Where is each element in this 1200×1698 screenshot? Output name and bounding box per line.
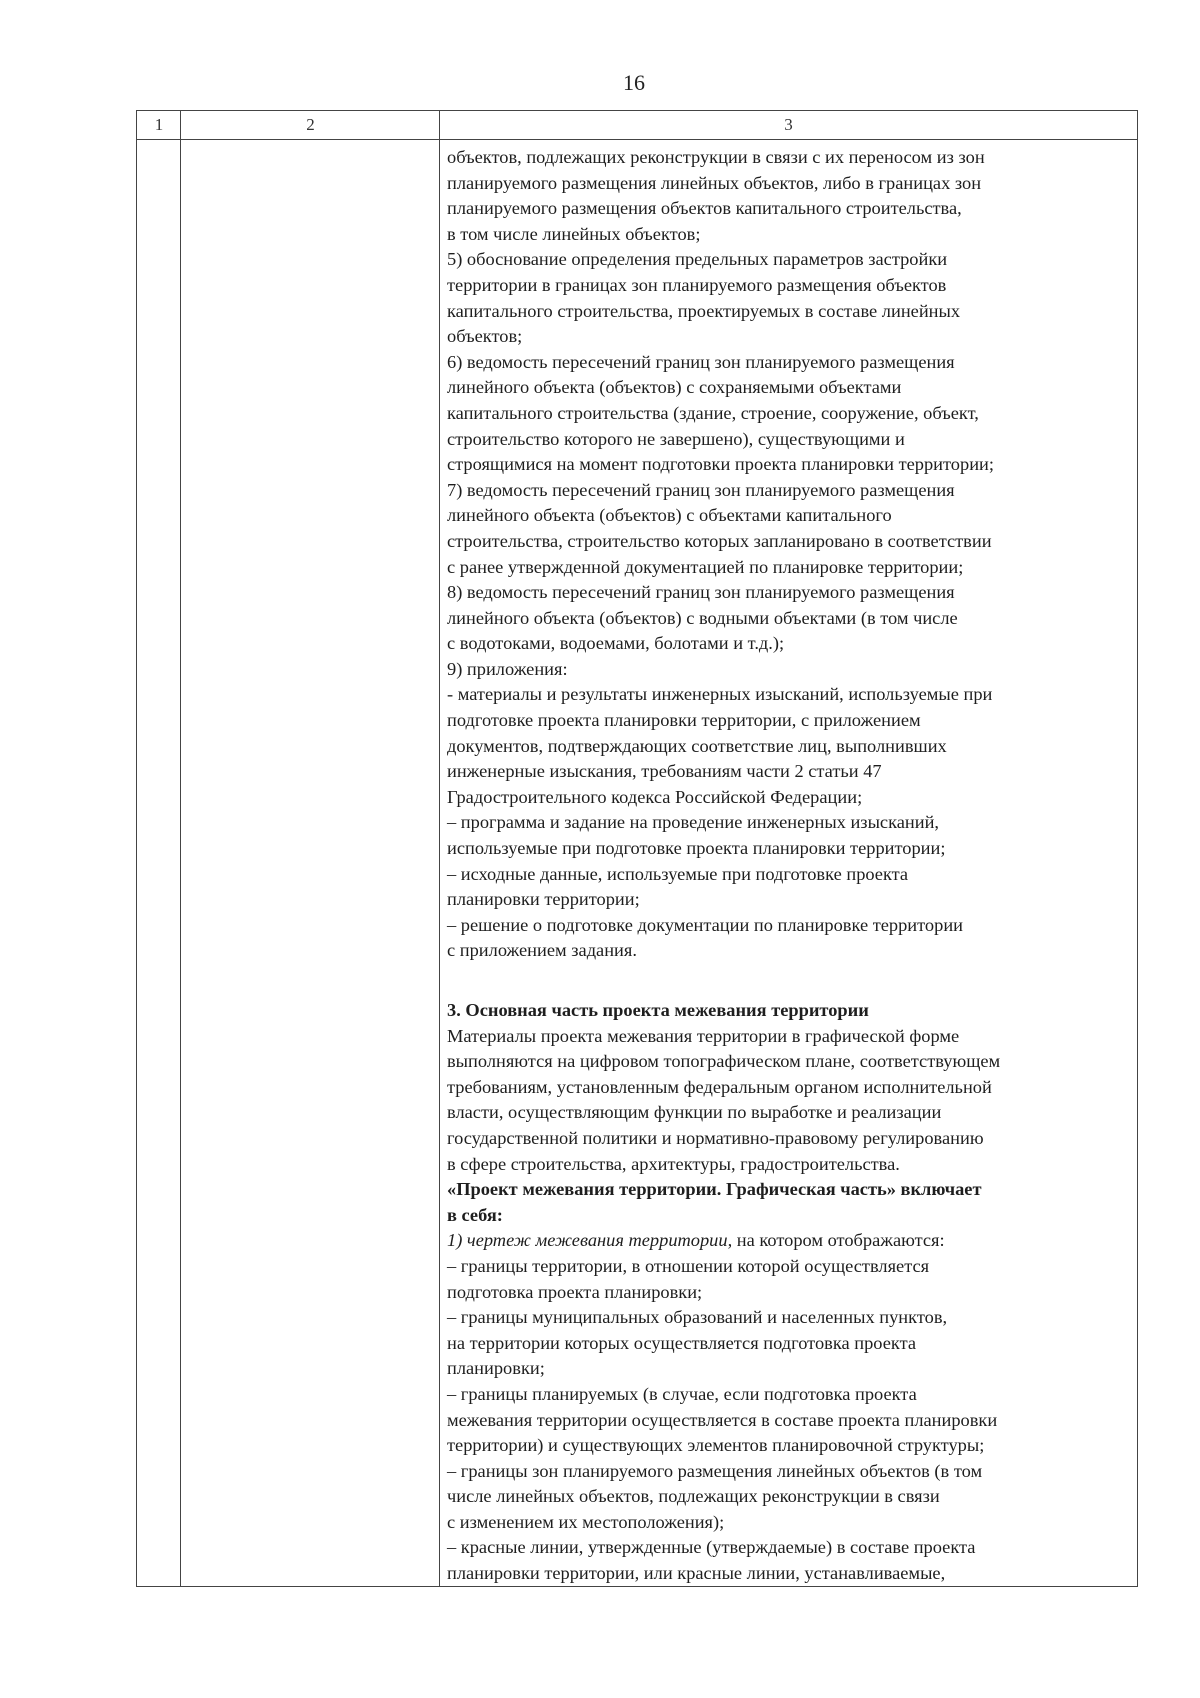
text-line: с водотоками, водоемами, болотами и т.д.);: [447, 633, 785, 654]
text-line: документов, подтверждающих соответствие лиц, выполнивших: [447, 735, 947, 756]
drawing-item-italic: 1) чертеж межевания территории,: [447, 1230, 733, 1251]
column-divider-1: [180, 111, 181, 1586]
page-number: 16: [623, 70, 645, 95]
text-line: межевания территории осуществляется в составе проекта планировки: [447, 1409, 998, 1430]
text-line: используемые при подготовке проекта планировки территории;: [447, 838, 946, 859]
text-line: в сфере строительства, архитектуры, градостроительства.: [447, 1153, 900, 1174]
text-line: подготовке проекта планировки территории, с приложением: [447, 710, 921, 731]
text-line: в том числе линейных объектов;: [447, 223, 701, 244]
text-line: 5) обоснование определения предельных параметров застройки: [447, 249, 948, 270]
header-col-3: 3: [784, 115, 793, 134]
text-line: строящимися на момент подготовки проекта планировки территории;: [447, 454, 994, 475]
text-line: с приложением задания.: [447, 940, 637, 961]
drawing-item-rest: на котором отображаются:: [732, 1230, 945, 1251]
text-line: 8) ведомость пересечений границ зон планируемого размещения: [447, 582, 955, 603]
text-line: линейного объекта (объектов) с сохраняемыми объектами: [447, 377, 902, 398]
text-line: на территории которых осуществляется подготовка проекта: [447, 1332, 916, 1353]
section-3-title: 3. Основная часть проекта межевания территории: [447, 1000, 869, 1020]
text-line: планируемого размещения линейных объектов, либо в границах зон: [447, 172, 982, 193]
text-line: с ранее утвержденной документацией по планировке территории;: [447, 556, 964, 577]
text-line: подготовка проекта планировки;: [447, 1281, 703, 1302]
text-line: капитального строительства, проектируемых в составе линейных: [447, 300, 961, 321]
text-line: строительство которого не завершено), существующими и: [447, 428, 905, 449]
text-line: – решение о подготовке документации по планировке территории: [447, 914, 964, 935]
text-line: планировки;: [447, 1358, 545, 1379]
text-line: «Проект межевания территории. Графическая часть» включает: [447, 1179, 982, 1200]
text-line: – границы зон планируемого размещения линейных объектов (в том: [447, 1460, 983, 1481]
text-line: – границы планируемых (в случае, если подготовка проекта: [447, 1383, 917, 1404]
text-line: территории) и существующих элементов планировочной структуры;: [447, 1435, 985, 1456]
text-line: территории в границах зон планируемого размещения объектов: [447, 274, 947, 295]
text-line: в себя:: [447, 1204, 503, 1225]
table-header-row: [137, 111, 1137, 140]
text-line: требованиям, установленным федеральным органом исполнительной: [447, 1076, 992, 1097]
text-line: линейного объекта (объектов) с объектами капитального: [447, 505, 892, 526]
section-gap: [447, 964, 1137, 998]
column-3-content: [447, 145, 1137, 1587]
text-line: 6) ведомость пересечений границ зон планируемого размещения: [447, 351, 955, 372]
document-table: [136, 110, 1138, 1587]
text-line: линейного объекта (объектов) с водными объектами (в том числе: [447, 607, 958, 628]
text-line: выполняются на цифровом топографическом плане, соответствующем: [447, 1051, 1001, 1072]
text-line: объектов;: [447, 326, 523, 347]
header-col-1: 1: [154, 115, 164, 134]
text-line: – границы муниципальных образований и населенных пунктов,: [447, 1307, 948, 1328]
graphic-part-heading: [447, 1177, 1137, 1228]
text-line: с изменением их местоположения);: [447, 1511, 725, 1532]
text-line: – исходные данные, используемые при подготовке проекта: [447, 863, 909, 884]
text-line: государственной политики и нормативно-правовому регулированию: [447, 1127, 984, 1148]
text-line: инженерные изыскания, требованиям части 2 статьи 47: [447, 761, 882, 782]
text-line: объектов, подлежащих реконструкции в связи с их переносом из зон: [447, 147, 985, 167]
text-line: – красные линии, утвержденные (утверждаемые) в составе проекта: [447, 1537, 976, 1558]
text-line: числе линейных объектов, подлежащих реконструкции в связи: [447, 1486, 940, 1507]
text-line: 7) ведомость пересечений границ зон планируемого размещения: [447, 479, 955, 500]
text-line: Градостроительного кодекса Российской Федерации;: [447, 786, 863, 807]
paragraph-block-3: [447, 1254, 1137, 1587]
text-line: 9) приложения:: [447, 658, 568, 679]
header-col-2: 2: [306, 115, 315, 134]
text-line: капитального строительства (здание, строение, сооружение, объект,: [447, 402, 979, 423]
paragraph-block-1: [447, 145, 1137, 964]
text-line: планируемого размещения объектов капитального строительства,: [447, 198, 962, 219]
column-divider-2: [439, 111, 440, 1586]
text-line: власти, осуществляющим функции по выработке и реализации: [447, 1102, 942, 1123]
text-line: - материалы и результаты инженерных изысканий, используемые при: [447, 684, 993, 705]
text-line: планировки территории;: [447, 889, 640, 910]
text-line: – программа и задание на проведение инженерных изысканий,: [447, 812, 940, 833]
paragraph-block-2: [447, 1024, 1137, 1178]
text-line: планировки территории, или красные линии, устанавливаемые,: [447, 1563, 946, 1584]
drawing-item: [447, 1228, 1137, 1254]
text-line: строительства, строительство которых запланировано в соответствии: [447, 530, 992, 551]
text-line: – границы территории, в отношении которой осуществляется: [447, 1255, 930, 1276]
text-line: Материалы проекта межевания территории в графической форме: [447, 1025, 960, 1046]
